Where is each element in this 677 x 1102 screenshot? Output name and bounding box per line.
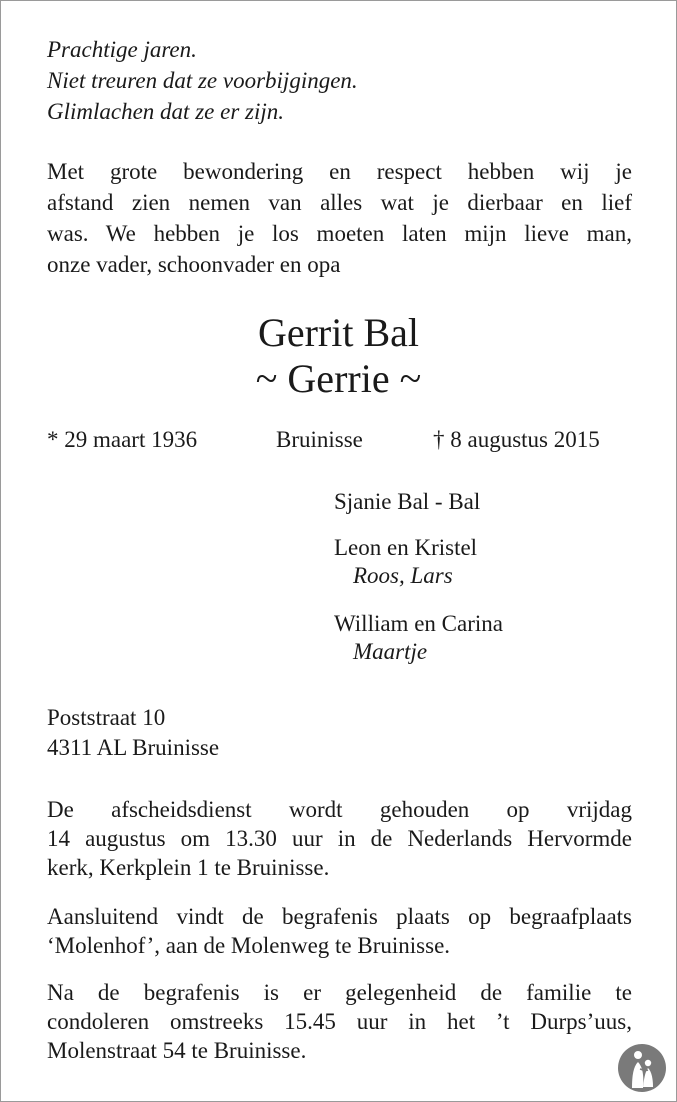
poem-line: Prachtige jaren. — [47, 37, 197, 62]
death-date: † 8 augustus 2015 — [433, 427, 600, 452]
child-names: William en Carina — [334, 611, 503, 636]
grandchildren-names: Roos, Lars — [353, 563, 453, 588]
grandchildren-names: Maartje — [353, 639, 428, 664]
family-spouse — [334, 489, 480, 515]
service-paragraph — [47, 795, 632, 882]
intro-line: was. We hebben je los moeten laten mijn lieve man, — [47, 221, 632, 246]
service-line: 14 augustus om 13.30 uur in de Nederlands Hervormde — [47, 826, 632, 851]
spouse-name: Sjanie Bal - Bal — [334, 489, 481, 514]
address — [47, 703, 219, 763]
service-line: De afscheidsdienst wordt gehouden op vrijdag — [47, 797, 632, 822]
family-child-1 — [334, 535, 477, 589]
poem — [47, 34, 358, 127]
child-names: Leon en Kristel — [334, 535, 478, 560]
burial-line: ‘Molenhof’, aan de Molenweg te Bruinisse. — [47, 933, 451, 958]
burial-line: Aansluitend vindt de begrafenis plaats op begraafplaats — [47, 904, 632, 929]
intro-line: afstand zien nemen van alles wat je dierbaar en lief — [47, 190, 632, 215]
deceased-name: Gerrit Bal — [257, 310, 420, 355]
condolence-line: Molenstraat 54 te Bruinisse. — [47, 1038, 307, 1063]
birth-date: * 29 maart 1936 — [47, 427, 198, 452]
intro-line: onze vader, schoonvader en opa — [47, 252, 341, 277]
address-street: Poststraat 10 — [47, 705, 166, 730]
burial-paragraph — [47, 902, 632, 960]
intro-line: Met grote bewondering en respect hebben wij je — [47, 159, 632, 184]
family-child-2 — [334, 611, 503, 665]
deceased-nickname: ~ Gerrie ~ — [255, 356, 422, 401]
condolence-line: Na de begrafenis is er gelegenheid de familie te — [47, 980, 632, 1005]
condolence-paragraph — [47, 978, 632, 1065]
address-city: 4311 AL Bruinisse — [47, 735, 220, 760]
poem-line: Glimlachen dat ze er zijn. — [47, 99, 284, 124]
intro-paragraph — [47, 156, 632, 280]
poem-line: Niet treuren dat ze voorbijgingen. — [47, 68, 358, 93]
birth-place: Bruinisse — [276, 427, 363, 452]
condolence-line: condoleren omstreeks 15.45 uur in het ’t Durps’uus, — [47, 1009, 632, 1034]
mourning-figures-logo-icon — [617, 1043, 667, 1093]
service-line: kerk, Kerkplein 1 te Bruinisse. — [47, 855, 330, 880]
